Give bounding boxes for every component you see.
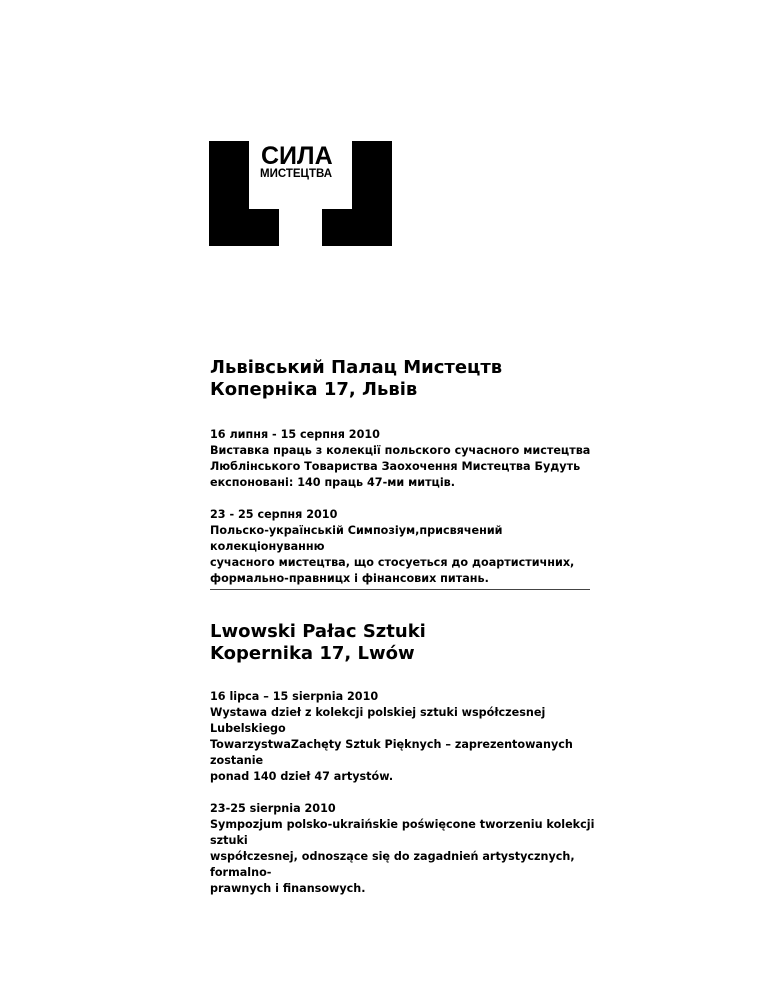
event-description-line: Польско-українській Симпозіум,присвячений колекціонуванню xyxy=(210,524,503,553)
logo-subtitle: МИСТЕЦТВА xyxy=(260,168,333,180)
event-description-line: TowarzystwaZachęty Sztuk Pięknych – zaprezentowanych zostanie xyxy=(210,738,573,767)
venue-name: Lwowski Pałac Sztuki xyxy=(210,621,426,642)
event-description-line: сучасного мистецтва, що стосуеться до доартистичних, xyxy=(210,556,575,569)
venue-address: Коперніка 17, Львів xyxy=(210,379,418,400)
event-date: 16 lipca – 15 sierpnia 2010 xyxy=(210,690,379,703)
event-symposium xyxy=(210,507,600,587)
venue-address: Kopernika 17, Lwów xyxy=(210,643,415,664)
event-symposium xyxy=(210,801,600,897)
event-description-line: експоновані: 140 праць 47-ми митців. xyxy=(210,476,456,489)
event-date: 23-25 sierpnia 2010 xyxy=(210,802,336,815)
event-description-line: Sympozjum polsko-ukraińskie poświęcone tworzeniu kolekcji sztuki xyxy=(210,818,595,847)
ukrainian-section xyxy=(210,357,600,587)
event-description-line: Wystawa dzieł z kolekcji polskiej sztuki współczesnej Lubelskiego xyxy=(210,706,546,735)
polish-heading xyxy=(210,621,600,665)
event-description-line: prawnych i finansowych. xyxy=(210,882,366,895)
event-exhibition xyxy=(210,689,600,785)
event-date: 16 липня - 15 серпня 2010 xyxy=(210,428,380,441)
section-divider xyxy=(210,589,590,590)
polish-section xyxy=(210,621,600,897)
venue-name: Львівський Палац Мистецтв xyxy=(210,357,503,378)
event-description-line: Люблінського Товариства Заохочення Мистецтва Будуть xyxy=(210,460,581,473)
ukrainian-heading xyxy=(210,357,600,401)
logo xyxy=(209,141,392,246)
event-description-line: формально-правницх і фінансових питань. xyxy=(210,572,489,585)
event-description-line: współczesnej, odnoszące się do zagadnień artystycznych, formalno- xyxy=(210,850,575,879)
event-date: 23 - 25 серпня 2010 xyxy=(210,508,338,521)
logo-bracket-left-foot xyxy=(209,209,279,246)
event-exhibition xyxy=(210,427,600,491)
logo-title: СИЛА xyxy=(261,142,333,170)
logo-bracket-right-foot xyxy=(322,209,392,246)
event-description-line: ponad 140 dzieł 47 artystów. xyxy=(210,770,394,783)
event-description-line: Виставка праць з колекції польского сучасного мистецтва xyxy=(210,444,591,457)
